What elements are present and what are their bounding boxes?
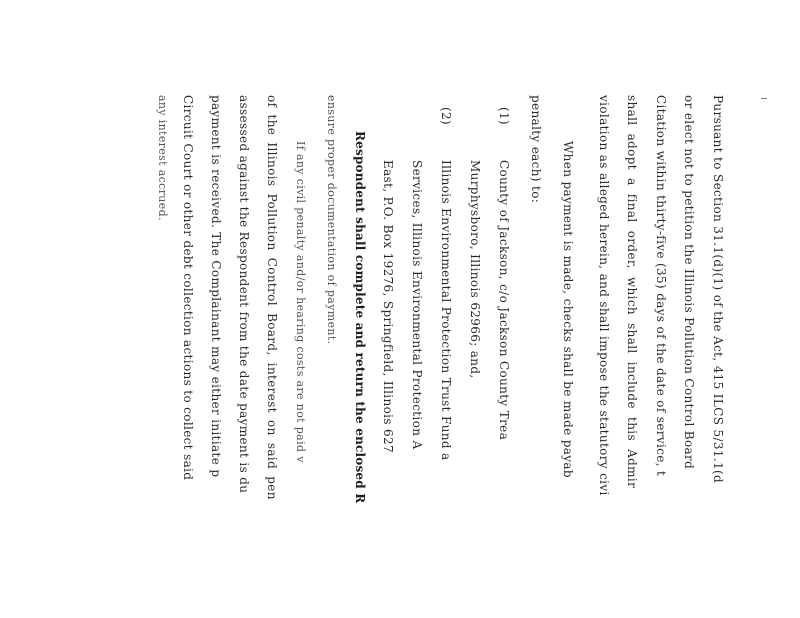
paragraph-3-line-2: ensure proper documentation of payment. [325, 95, 338, 345]
paragraph-4-line-2: of the Illinois Pollution Control Board, interest on said pen [265, 95, 279, 500]
paragraph-3-line-1: Respondent shall complete and return the enclosed R [353, 131, 367, 504]
paragraph-2-line-2: penalty each) to: [529, 95, 543, 204]
paragraph-4-line-3: assessed against the Respondent from the date payment is du [237, 95, 251, 494]
paragraph-4-line-5: Circuit Court or other debt collection actions to collect said [181, 95, 195, 481]
payee-1-line-2: Murphysboro, Illinois 62966; and, [468, 160, 482, 379]
payee-2-number: (2) [439, 107, 453, 126]
paragraph-1-line-1: Pursuant to Section 31.1(d)(1) of the Act, 415 ILCS 5/31.1(d [711, 95, 725, 484]
payee-2-line-2: Services, Illinois Environmental Protection A [410, 160, 424, 450]
payee-1-number: (1) [497, 107, 511, 126]
paragraph-4-line-6: any interest accrued. [156, 95, 169, 221]
paragraph-1-line-4: shall adopt a final order, which shall include this Admir [625, 95, 639, 489]
paragraph-4-line-1: If any civil penalty and/or hearing costs are not paid v [294, 141, 307, 463]
paragraph-2-line-1: When payment is made, checks shall be made payab [561, 141, 575, 478]
payee-2-line-1: Illinois Environmental Protection Trust Fund a [439, 160, 453, 461]
paragraph-4-line-4: payment is received. The Complainant may either initiate p [209, 95, 223, 478]
payee-2-line-3: East, P.O. Box 19276, Springfield, Illinois 627 [381, 160, 395, 453]
payee-1-line-1: County of Jackson, c/o Jackson County Trea [497, 160, 511, 441]
paragraph-1-line-2: or elect not to petition the Illinois Pollution Control Board [682, 95, 696, 470]
paragraph-1-line-3: Citation within thirty-five (35) days of the date of service, t [654, 95, 668, 477]
scan-mark [761, 98, 767, 99]
paragraph-1-line-5: violation as alleged herein, and shall impose the statutory civi [597, 95, 611, 496]
